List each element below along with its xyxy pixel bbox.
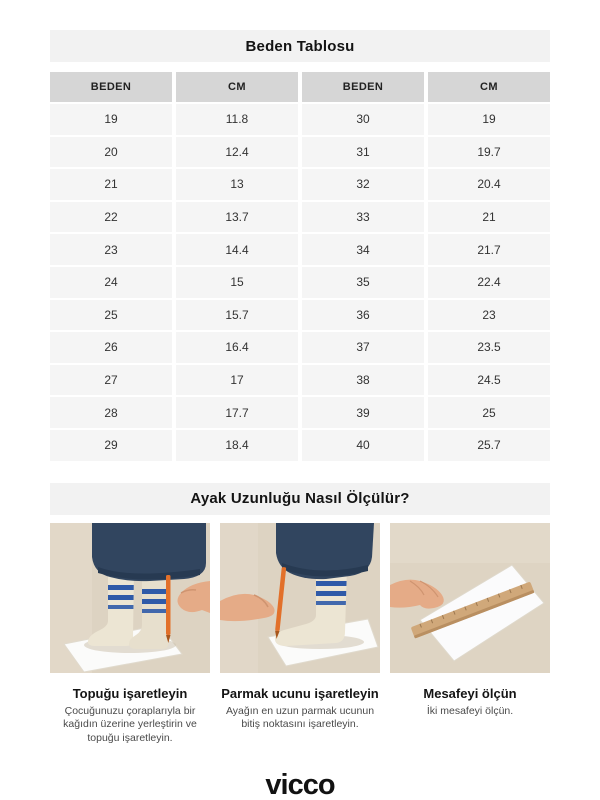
table-cell: 25	[428, 397, 550, 428]
table-cell: 18.4	[176, 430, 298, 461]
ruler-measuring-photo	[390, 523, 550, 673]
heel-marking-photo	[50, 523, 210, 673]
table-cell: 17.7	[176, 397, 298, 428]
brand-footer	[50, 771, 550, 800]
table-cell: 35	[302, 267, 424, 298]
table-cell: 17	[176, 365, 298, 396]
table-cell: 25.7	[428, 430, 550, 461]
step-mark-toe	[220, 686, 380, 746]
table-cell: 15	[176, 267, 298, 298]
table-cell: 36	[302, 300, 424, 331]
step-title: Topuğu işaretleyin	[72, 685, 188, 701]
table-cell: 19	[428, 104, 550, 135]
column-header: CM	[428, 72, 550, 102]
step-title: Mesafeyi ölçün	[423, 685, 517, 701]
table-cell: 32	[302, 169, 424, 200]
table-cell: 20.4	[428, 169, 550, 200]
table-cell: 15.7	[176, 300, 298, 331]
table-cell: 14.4	[176, 234, 298, 265]
table-cell: 12.4	[176, 137, 298, 168]
table-cell: 29	[50, 430, 172, 461]
table-cell: 16.4	[176, 332, 298, 363]
measure-photos	[50, 523, 550, 673]
table-cell: 26	[50, 332, 172, 363]
table-cell: 23.5	[428, 332, 550, 363]
step-description: İki mesafeyi ölçün.	[426, 704, 514, 717]
step-description: Çocuğunuzu çoraplarıyla bir kağıdın üzerine yerleştirin ve topuğu işaretleyin.	[63, 704, 197, 744]
step-title: Parmak ucunu işaretleyin	[221, 685, 379, 701]
table-cell: 13.7	[176, 202, 298, 233]
measure-section-title: Ayak Uzunluğu Nasıl Ölçülür?	[50, 483, 550, 515]
table-cell: 38	[302, 365, 424, 396]
table-cell: 25	[50, 300, 172, 331]
step-measure-distance	[390, 686, 550, 746]
table-cell: 27	[50, 365, 172, 396]
table-cell: 22.4	[428, 267, 550, 298]
table-cell: 24	[50, 267, 172, 298]
table-cell: 28	[50, 397, 172, 428]
table-cell: 34	[302, 234, 424, 265]
table-cell: 13	[176, 169, 298, 200]
table-cell: 11.8	[176, 104, 298, 135]
column-header: CM	[176, 72, 298, 102]
size-table	[50, 72, 550, 461]
column-header: BEDEN	[302, 72, 424, 102]
table-cell: 31	[302, 137, 424, 168]
table-cell: 21	[428, 202, 550, 233]
column-header: BEDEN	[50, 72, 172, 102]
table-cell: 20	[50, 137, 172, 168]
size-table-title: Beden Tablosu	[50, 30, 550, 62]
table-cell: 23	[50, 234, 172, 265]
toe-marking-photo	[220, 523, 380, 673]
table-cell: 24.5	[428, 365, 550, 396]
vicco-logo: vicco	[265, 769, 335, 800]
measure-steps	[50, 686, 550, 746]
table-cell: 21	[50, 169, 172, 200]
table-cell: 19	[50, 104, 172, 135]
table-cell: 33	[302, 202, 424, 233]
table-cell: 39	[302, 397, 424, 428]
step-mark-heel	[50, 686, 210, 746]
table-cell: 40	[302, 430, 424, 461]
step-description: Ayağın en uzun parmak ucunun bitiş noktasını işaretleyin.	[225, 704, 375, 731]
table-cell: 19.7	[428, 137, 550, 168]
table-cell: 37	[302, 332, 424, 363]
table-cell: 23	[428, 300, 550, 331]
table-cell: 21.7	[428, 234, 550, 265]
table-cell: 30	[302, 104, 424, 135]
table-cell: 22	[50, 202, 172, 233]
